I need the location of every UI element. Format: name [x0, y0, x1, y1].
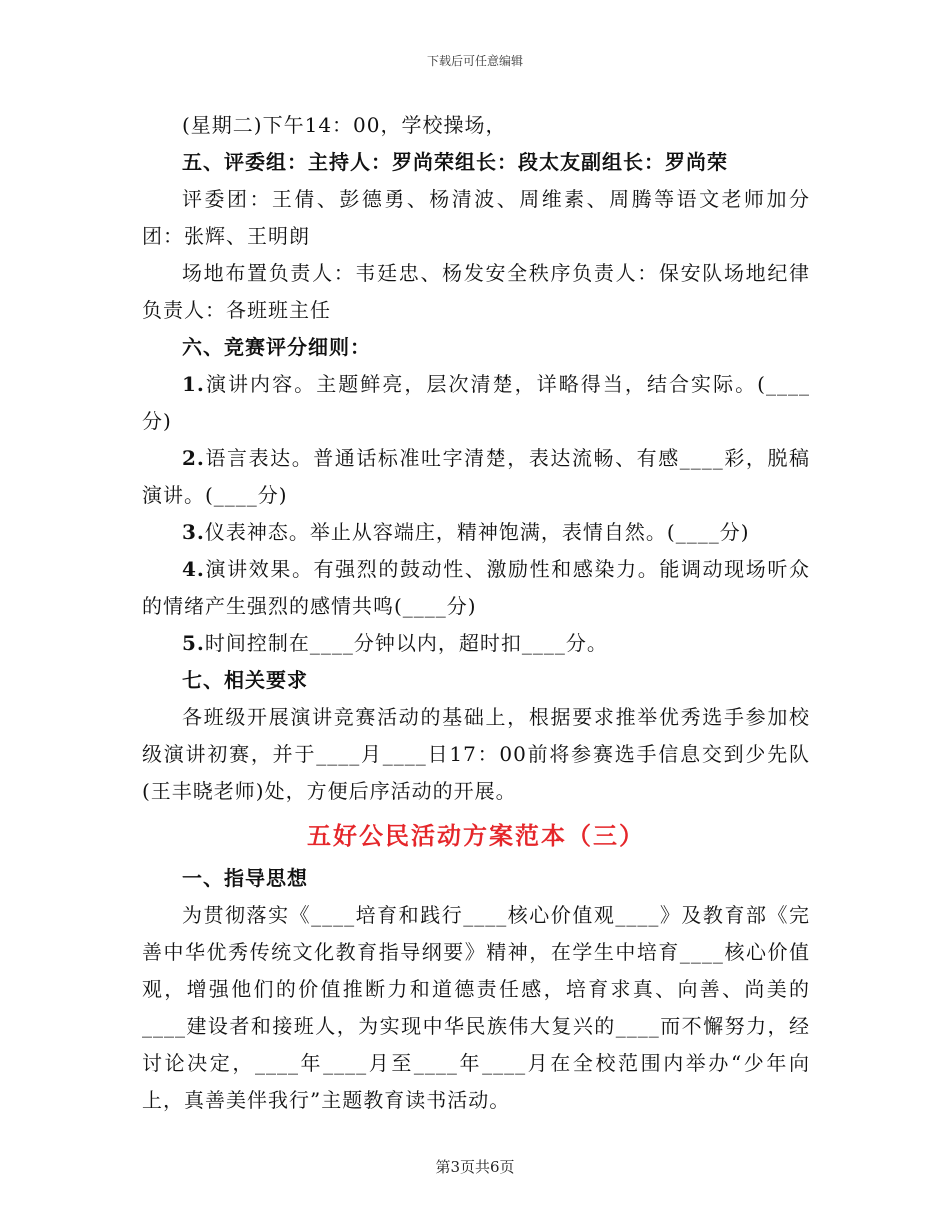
list-item	[142, 551, 810, 625]
section-heading: 五、评委组：主持人：罗尚荣组长：段太友副组长：罗尚荣	[182, 150, 728, 174]
page-header: 下载后可任意编辑	[426, 54, 523, 68]
section-heading: 六、竞赛评分细则：	[182, 335, 371, 359]
item-number: 4.	[182, 557, 205, 581]
paragraph: (星期二)下午14：00，学校操场，	[182, 113, 507, 137]
item-number: 5.	[182, 631, 205, 655]
list-item	[142, 440, 810, 514]
paragraph: 场地布置负责人：韦廷忠、杨发安全秩序负责人：保安队场地纪律负责人：各班班主任	[142, 261, 810, 322]
list-item	[142, 625, 810, 662]
item-number: 1.	[182, 372, 205, 396]
document-body	[142, 107, 810, 1119]
page-footer: 第3页共6页	[435, 1158, 515, 1176]
item-text: 演讲效果。有强烈的鼓动性、激励性和感染力。能调动现场听众的情绪产生强烈的感情共鸣(____分)	[142, 557, 810, 618]
item-text: 仪表神态。举止从容端庄，精神饱满，表情自然。(____分)	[204, 520, 750, 544]
list-item	[142, 366, 810, 440]
item-number: 2.	[182, 446, 205, 470]
document-section-title: 五好公民活动方案范本（三）	[307, 821, 645, 850]
section-heading: 一、指导思想	[182, 866, 308, 890]
list-item	[142, 514, 810, 551]
item-number: 3.	[182, 520, 205, 544]
section-heading: 七、相关要求	[182, 668, 308, 692]
item-text: 语言表达。普通话标准吐字清楚，表达流畅、有感____彩，脱稿演讲。(____分)	[142, 446, 810, 507]
paragraph: 评委团：王倩、彭德勇、杨清波、周维素、周腾等语文老师加分团：张辉、王明朗	[142, 187, 810, 248]
paragraph: 为贯彻落实《____培育和践行____核心价值观____》及教育部《完善中华优秀传统文化教育指导纲要》精神，在学生中培育____核心价值观，增强他们的价值推断力和道德责任感，培育求真、向善、尚美的____建设者和接班人，为实现中华民族伟大复兴的____而不懈努力，经讨论决定，____年____月至____年____月在全校范围内举办“少年向上，真善美伴我行”主题教育读书活动。	[142, 903, 810, 1112]
item-text: 时间控制在____分钟以内，超时扣____分。	[204, 631, 608, 655]
item-text: 演讲内容。主题鲜亮，层次清楚，详略得当，结合实际。(____分)	[142, 372, 810, 433]
paragraph: 各班级开展演讲竞赛活动的基础上，根据要求推举优秀选手参加校级演讲初赛，并于____月____日17：00前将参赛选手信息交到少先队(王丰晓老师)处，方便后序活动的开展。	[142, 705, 810, 803]
